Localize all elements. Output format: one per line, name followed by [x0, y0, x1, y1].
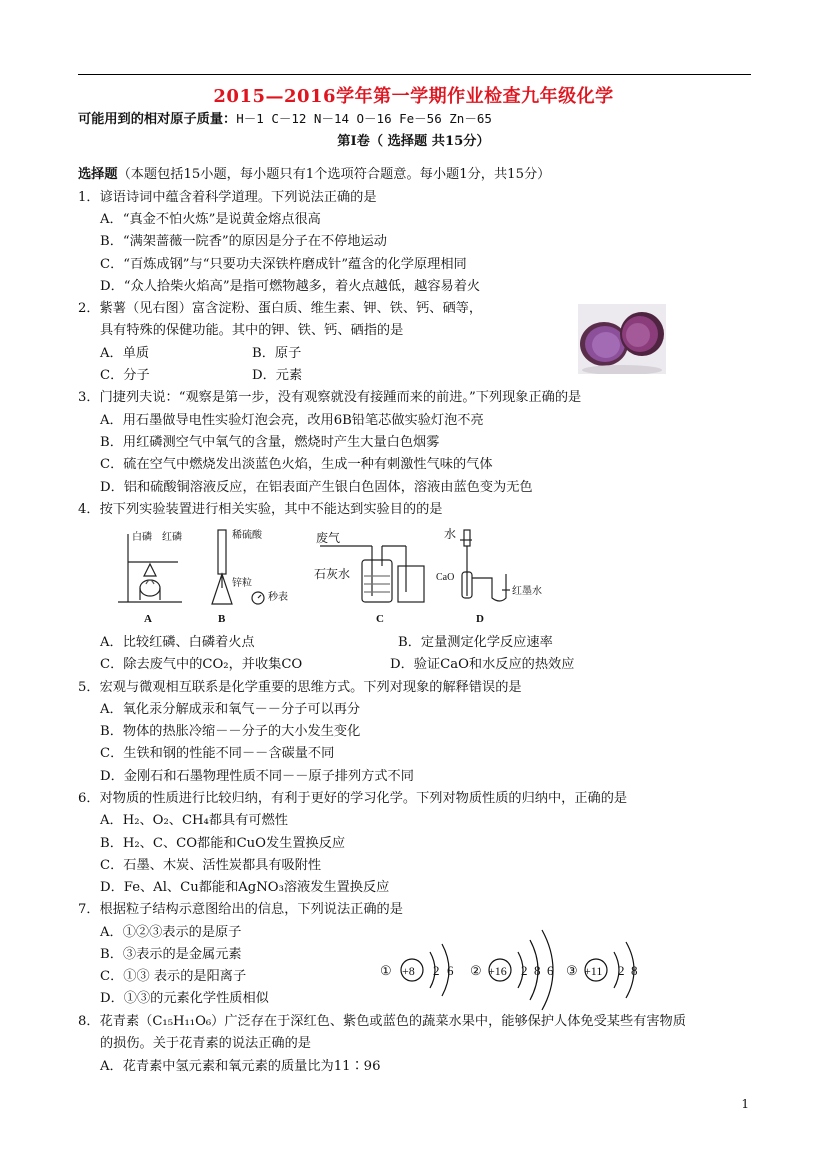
label-water: 水	[444, 527, 457, 541]
q5-option-d: D．金刚石和石墨物理性质不同－－原子排列方式不同	[100, 769, 414, 784]
q4-stem: 4．按下列实验装置进行相关实验，其中不能达到实验目的的是	[78, 502, 443, 517]
q7-option-c: C．①③ 表示的是阳离子	[100, 969, 247, 984]
header-rule	[78, 74, 751, 75]
apparatus-a	[118, 534, 182, 602]
q1-option-a: A．“真金不怕火炼”是说黄金熔点很高	[100, 212, 321, 227]
q8-option-a: A．花青素中氢元素和氧元素的质量比为11∶96	[100, 1059, 381, 1074]
q5-stem: 5．宏观与微观相互联系是化学重要的思维方式。下列对现象的解释错误的是	[78, 680, 522, 695]
label-red-phosphorus: 红磷	[162, 532, 182, 543]
q6-option-b: B．H₂、C、CO都能和CuO发生置换反应	[100, 836, 346, 851]
diagram-2-shell-1: 2	[521, 963, 528, 978]
label-zinc-granules: 锌粒	[232, 578, 252, 589]
q4-option-b: B．定量测定化学反应速率	[398, 635, 553, 650]
q3-option-d: D．铝和硫酸铜溶液反应，在铝表面产生银白色固体，溶液由蓝色变为无色	[100, 480, 533, 495]
diagram-1-nucleus: +8	[402, 964, 415, 978]
atomic-mass-line	[78, 110, 492, 129]
atomic-mass-label: 可能用到的相对原子质量：	[78, 112, 237, 127]
particle-structure-diagrams	[378, 922, 668, 1018]
diagram-1-shell-1: 2	[433, 963, 440, 978]
q8-stem-1: 8．花青素（C₁₅H₁₁O₆）广泛存在于深红色、紫色或蓝色的蔬菜水果中，能够保护人体免受某些有害物质	[78, 1014, 686, 1029]
page-number: 1	[741, 1097, 749, 1111]
q7-option-b: B．③表示的是金属元素	[100, 947, 242, 962]
q4-option-d: D．验证CaO和水反应的热效应	[390, 657, 575, 672]
q3-stem: 3．门捷列夫说：“观察是第一步，没有观察就没有接踵而来的前进。”下列现象正确的是	[78, 390, 582, 405]
particle-diagram-2	[470, 930, 554, 1010]
q5-option-c: C．生铁和钢的性能不同－－含碳量不同	[100, 746, 335, 761]
diagram-3-shell-1: 2	[618, 963, 625, 978]
q1-option-d: D．“众人拾柴火焰高”是指可燃物越多，着火点越低，越容易着火	[100, 279, 481, 294]
particle-diagram-3	[566, 942, 638, 998]
q4-option-a: A．比较红磷、白磷着火点	[100, 635, 255, 650]
q1-option-b: B．“满架蔷薇一院香”的原因是分子在不停地运动	[100, 234, 387, 249]
diagram-3-nucleus: +11	[584, 964, 603, 978]
particle-diagram-1	[380, 944, 454, 996]
diagram-2-shell-2: 8	[534, 963, 541, 978]
q2-option-a: A．单质	[100, 346, 150, 361]
q2-option-d: D．元素	[252, 368, 303, 383]
q7-option-d: D．①③的元素化学性质相似	[100, 991, 269, 1006]
label-stopwatch: 秒表	[268, 592, 288, 603]
q7-stem: 7．根据粒子结构示意图给出的信息，下列说法正确的是	[78, 902, 403, 917]
q3-option-c: C．硫在空气中燃烧发出淡蓝色火焰，生成一种有刺激性气味的气体	[100, 457, 493, 472]
page-title: 2015—2016学年第一学期作业检查九年级化学	[213, 86, 614, 107]
q6-stem: 6．对物质的性质进行比较归纳，有利于更好的学习化学。下列对物质性质的归纳中，正确的是	[78, 791, 628, 806]
label-limewater: 石灰水	[314, 567, 351, 581]
diagram-2-nucleus: +16	[488, 964, 507, 978]
q1-stem: 1．谚语诗词中蕴含着科学道理。下列说法正确的是	[78, 190, 377, 205]
diagram-1-shell-2: 6	[447, 963, 454, 978]
q2-option-c: C．分子	[100, 368, 150, 383]
q6-option-a: A．H₂、O₂、CH₄都具有可燃性	[100, 813, 288, 828]
instructions-text: （本题包括15小题，每小题只有1个选项符合题意。每小题1分，共15分）	[117, 167, 551, 182]
q3-option-b: B．用红磷测空气中氧气的含量，燃烧时产生大量白色烟雾	[100, 435, 440, 450]
label-c: C	[376, 613, 384, 625]
label-white-phosphorus: 白磷	[132, 532, 152, 543]
q2-option-b: B．原子	[252, 346, 302, 361]
diagram-3-shell-2: 8	[631, 963, 638, 978]
label-b: B	[218, 613, 226, 625]
q7-option-a: A．①②③表示的是原子	[100, 925, 242, 940]
q2-stem-2: 具有特殊的保健功能。其中的钾、铁、钙、硒指的是	[100, 323, 404, 338]
diagram-2-shell-3: 6	[547, 963, 554, 978]
apparatus-b	[212, 530, 264, 604]
label-cao: CaO	[436, 572, 455, 583]
purple-sweet-potato-photo	[578, 304, 666, 374]
label-dilute-sulfuric-acid: 稀硫酸	[232, 530, 262, 541]
label-a: A	[144, 613, 152, 625]
instructions	[78, 166, 550, 184]
apparatus-d	[460, 530, 510, 601]
instructions-label: 选择题	[78, 167, 118, 182]
q3-option-a: A．用石墨做导电性实验灯泡会亮，改用6B铅笔芯做实验灯泡不亮	[100, 413, 484, 428]
section-title: 第Ⅰ卷（ 选择题 共15分）	[337, 134, 490, 149]
q8-stem-2: 的损伤。关于花青素的说法正确的是	[100, 1036, 311, 1051]
q5-option-b: B．物体的热胀冷缩－－分子的大小发生变化	[100, 724, 361, 739]
atomic-mass-values: H－1 C－12 N－14 O－16 Fe－56 Zn－65	[236, 111, 492, 126]
label-d: D	[476, 613, 484, 625]
diagram-2-mark: ②	[470, 963, 482, 978]
q4-option-c: C．除去废气中的CO₂，并收集CO	[100, 657, 303, 672]
q4-apparatus-figure	[110, 526, 580, 630]
diagram-1-mark: ①	[380, 963, 392, 978]
label-red-ink: 红墨水	[512, 586, 542, 597]
q6-option-c: C．石墨、木炭、活性炭都具有吸附性	[100, 858, 322, 873]
label-waste-gas: 废气	[316, 531, 341, 545]
q1-option-c: C．“百炼成钢”与“只要功夫深铁杵磨成针”蕴含的化学原理相同	[100, 257, 467, 272]
diagram-3-mark: ③	[566, 963, 578, 978]
q6-option-d: D．Fe、Al、Cu都能和AgNO₃溶液发生置换反应	[100, 880, 390, 895]
q5-option-a: A．氧化汞分解成汞和氧气－－分子可以再分	[100, 702, 361, 717]
q2-stem-1: 2．紫薯（见右图）富含淀粉、蛋白质、维生素、钾、铁、钙、硒等，	[78, 301, 483, 316]
